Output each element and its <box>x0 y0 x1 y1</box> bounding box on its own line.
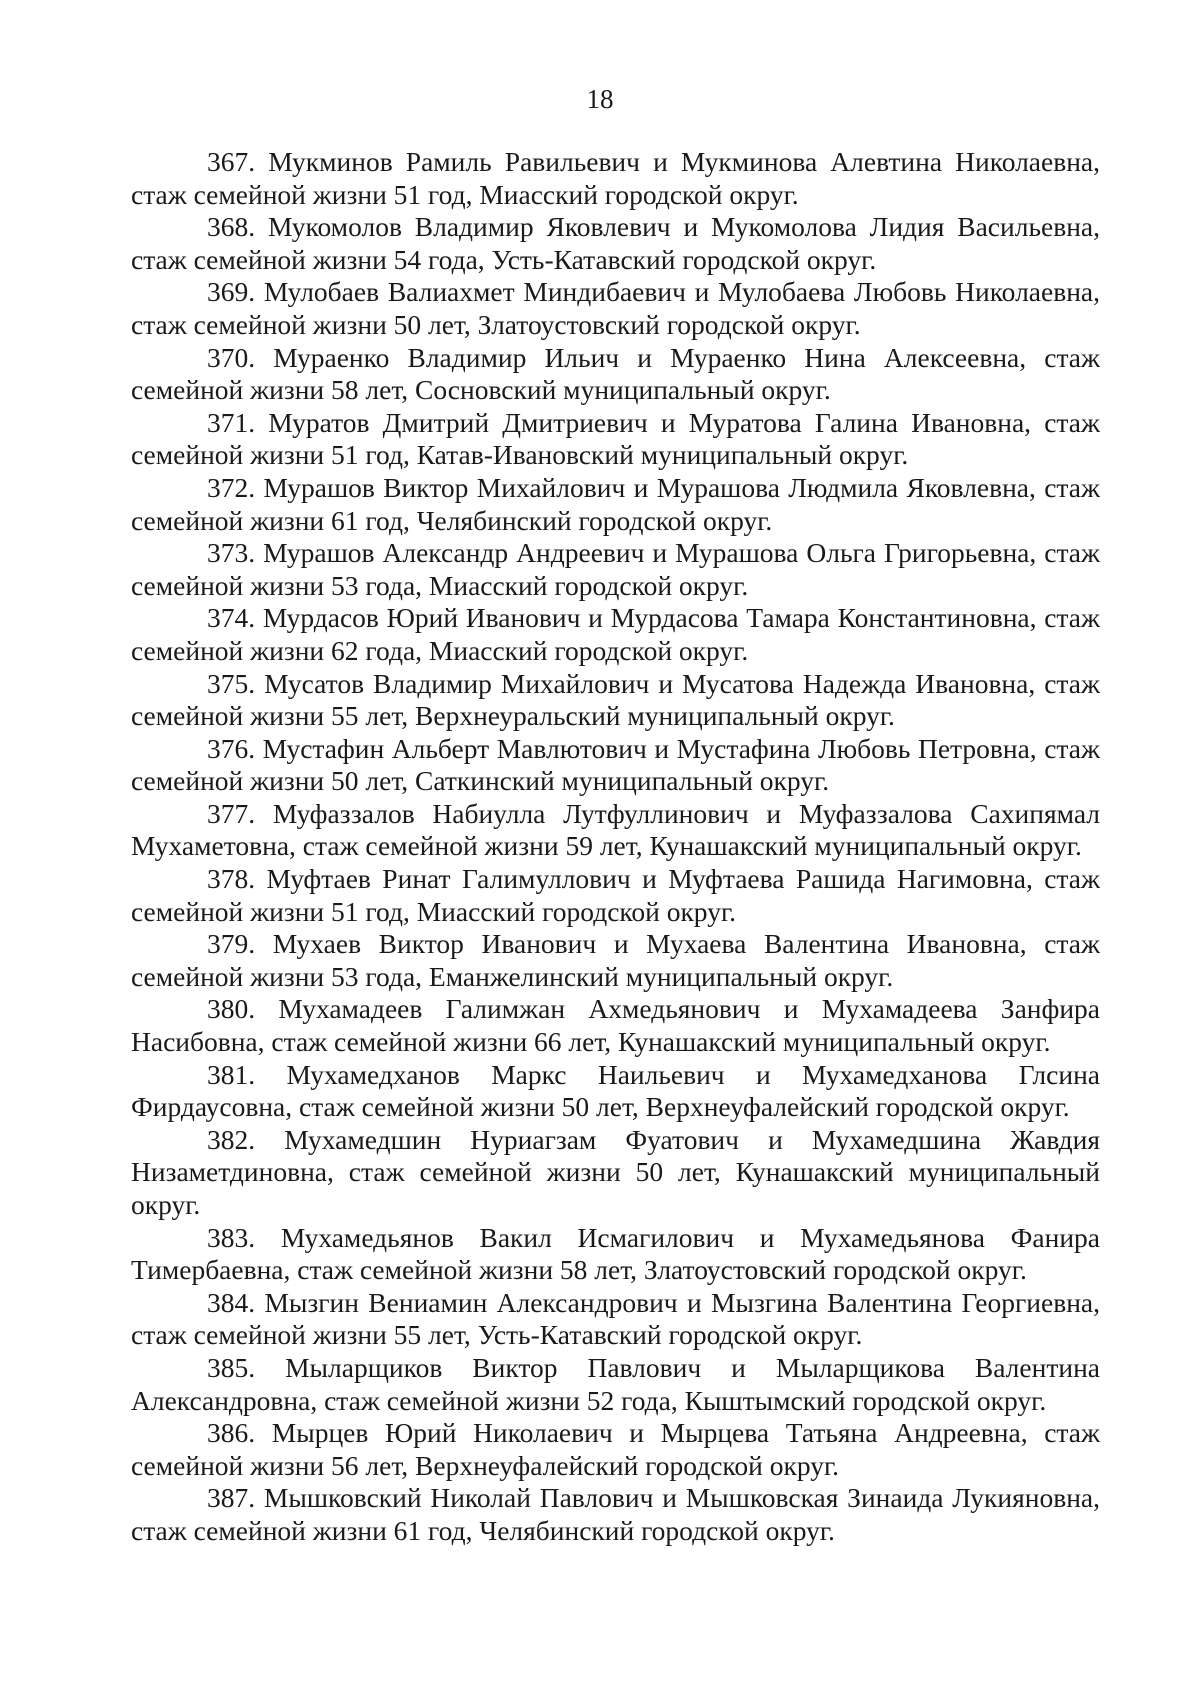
list-item: 377. Муфаззалов Набиулла Лутфуллинович и Муфаззалова Сахипямал Мухаметовна, стаж семейной жизни 59 лет, Кунашакский муниципальный округ. <box>131 797 1100 862</box>
list-item: 368. Мукомолов Владимир Яковлевич и Мукомолова Лидия Васильевна, стаж семейной жизни 54 года, Усть-Катавский городской округ. <box>131 211 1100 275</box>
list-item: 371. Муратов Дмитрий Дмитриевич и Муратова Галина Ивановна, стаж семейной жизни 51 год, Катав-Ивановский муниципальный округ. <box>131 406 1100 471</box>
list-item: 372. Мурашов Виктор Михайлович и Мурашова Людмила Яковлевна, стаж семейной жизни 61 год, Челябинский городской округ. <box>131 471 1100 536</box>
list-item: 385. Мыларщиков Виктор Павлович и Мыларщикова Валентина Александровна, стаж семейной жизни 52 года, Кыштымский городской округ. <box>131 1351 1100 1416</box>
page-number: 18 <box>586 84 614 114</box>
list-item: 379. Мухаев Виктор Иванович и Мухаева Валентина Ивановна, стаж семейной жизни 53 года, Еманжелинский муниципальный округ. <box>131 928 1100 992</box>
list-item: 384. Мызгин Вениамин Александрович и Мызгина Валентина Георгиевна, стаж семейной жизни 55 лет, Усть-Катавский городской округ. <box>131 1286 1100 1351</box>
list-item: 383. Мухамедьянов Вакил Исмагилович и Мухамедьянова Фанира Тимербаевна, стаж семейной жизни 58 лет, Златоустовский городской округ. <box>131 1221 1100 1286</box>
list-item: 376. Мустафин Альберт Мавлютович и Мустафина Любовь Петровна, стаж семейной жизни 50 лет, Саткинский муниципальный округ. <box>131 732 1100 797</box>
list-item: 373. Мурашов Александр Андреевич и Мурашова Ольга Григорьевна, стаж семейной жизни 53 года, Миасский городской округ. <box>131 537 1100 601</box>
list-item: 380. Мухамадеев Галимжан Ахмедьянович и Мухамадеева Занфира Насибовна, стаж семейной жизни 66 лет, Кунашакский муниципальный округ. <box>131 993 1100 1058</box>
entry-list <box>131 146 1100 1548</box>
list-item: 370. Мураенко Владимир Ильич и Мураенко Нина Алексеевна, стаж семейной жизни 58 лет, Сосновский муниципальный округ. <box>131 341 1100 406</box>
list-item: 382. Мухамедшин Нуриагзам Фуатович и Мухамедшина Жавдия Низаметдиновна, стаж семейной жизни 50 лет, Кунашакский муниципальный округ. <box>131 1123 1100 1220</box>
list-item: 378. Муфтаев Ринат Галимуллович и Муфтаева Рашида Нагимовна, стаж семейной жизни 51 год, Миасский городской округ. <box>131 863 1100 927</box>
list-item: 375. Мусатов Владимир Михайлович и Мусатова Надежда Ивановна, стаж семейной жизни 55 лет, Верхнеуральский муниципальный округ. <box>131 667 1100 732</box>
list-item: 369. Мулобаев Валиахмет Миндибаевич и Мулобаева Любовь Николаевна, стаж семейной жизни 50 лет, Златоустовский городской округ. <box>131 276 1100 340</box>
list-item: 387. Мышковский Николай Павлович и Мышковская Зинаида Лукияновна, стаж семейной жизни 61 год, Челябинский городской округ. <box>131 1482 1100 1546</box>
list-item: 367. Мукминов Рамиль Равильевич и Мукминова Алевтина Николаевна, стаж семейной жизни 51 год, Миасский городской округ. <box>131 146 1100 210</box>
list-item: 374. Мурдасов Юрий Иванович и Мурдасова Тамара Константиновна, стаж семейной жизни 62 года, Миасский городской округ. <box>131 602 1100 666</box>
list-item: 381. Мухамедханов Маркс Наильевич и Мухамедханова Глсина Фирдаусовна, стаж семейной жизни 50 лет, Верхнеуфалейский городской округ. <box>131 1058 1100 1123</box>
list-item: 386. Мырцев Юрий Николаевич и Мырцева Татьяна Андреевна, стаж семейной жизни 56 лет, Верхнеуфалейский городской округ. <box>131 1417 1100 1481</box>
